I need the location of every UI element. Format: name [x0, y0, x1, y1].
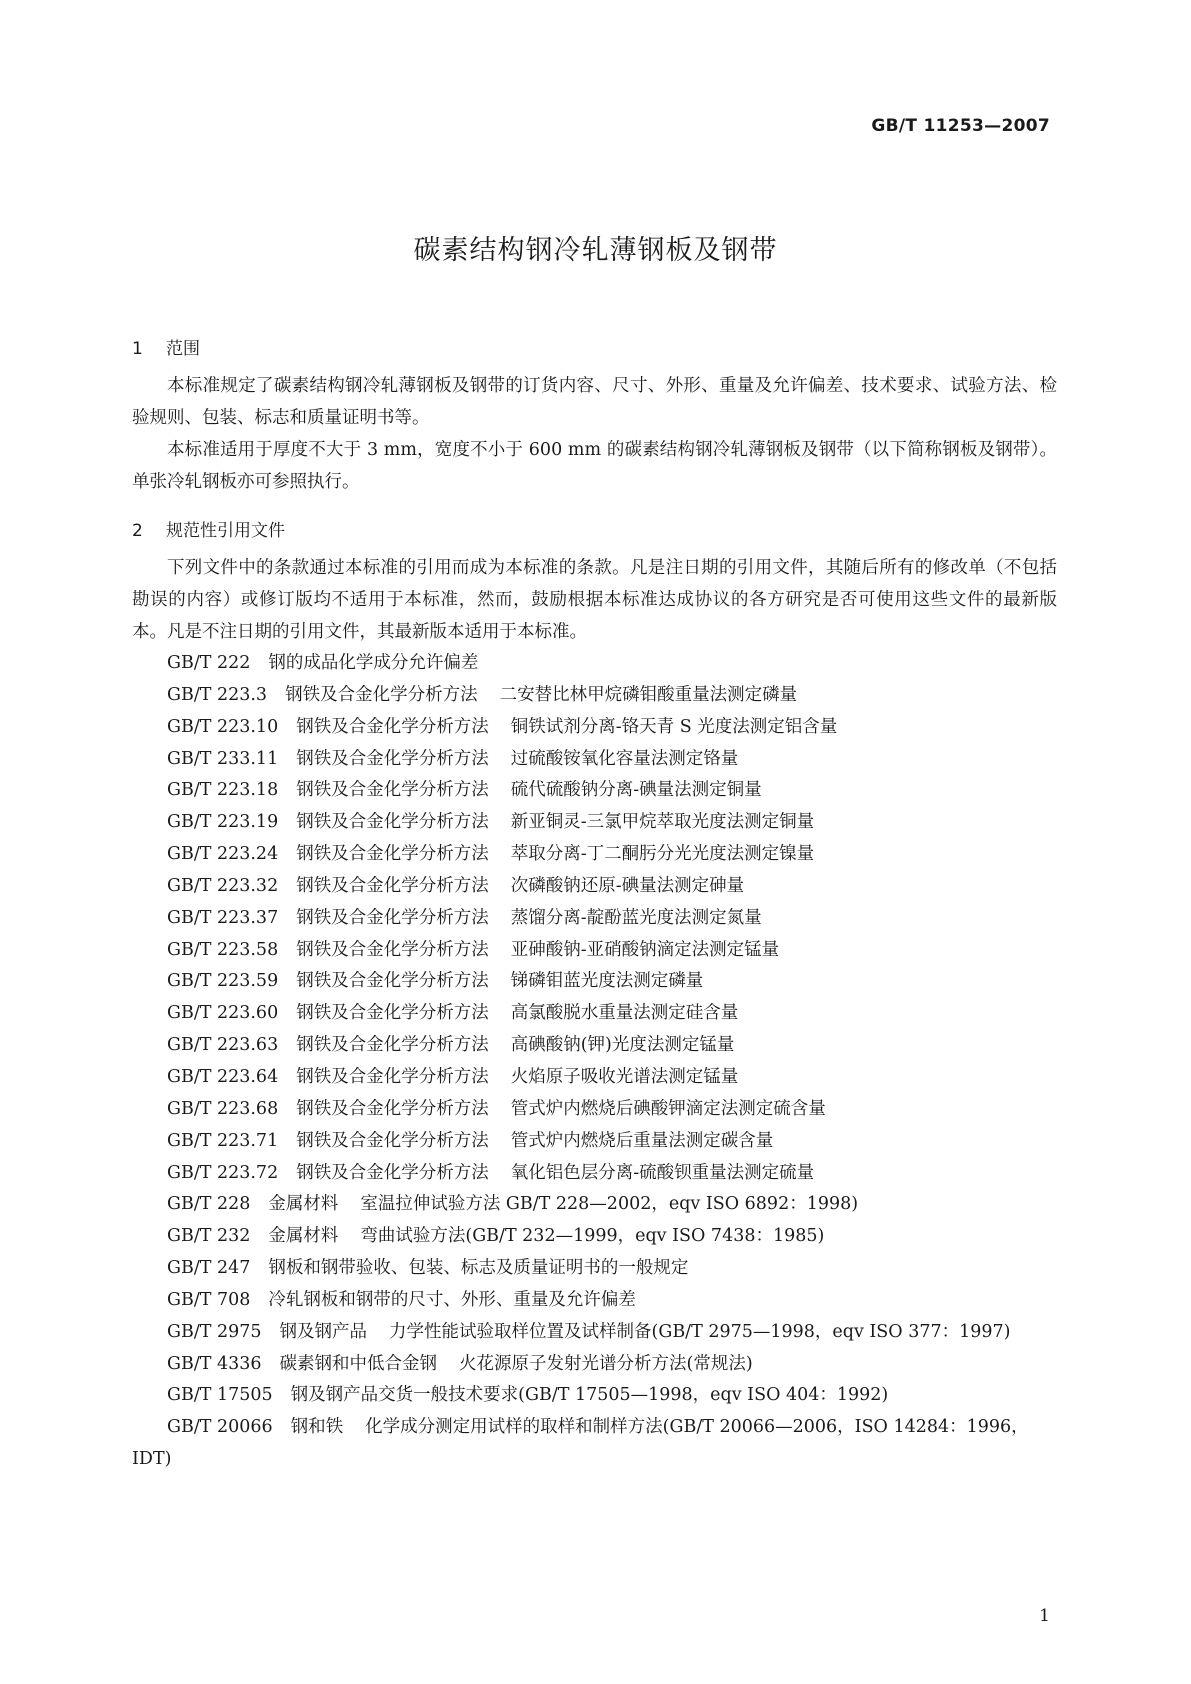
- reference-series-name: 钢铁及合金化学分析方法: [296, 1130, 489, 1151]
- reference-title: 锑磷钼蓝光度法测定磷量: [510, 971, 704, 992]
- reference-code: GB/T 247: [167, 1258, 251, 1279]
- reference-title: 氧化铝色层分离-硫酸钡重量法测定硫量: [510, 1162, 815, 1183]
- reference-series-name: 钢铁及合金化学分析方法: [296, 1066, 489, 1087]
- reference-item: [132, 1126, 1057, 1158]
- reference-code: GB/T 223.68: [167, 1098, 279, 1119]
- reference-item: [132, 1158, 1057, 1190]
- reference-series-name: 钢铁及合金化学分析方法: [296, 875, 489, 896]
- reference-item: [132, 998, 1057, 1030]
- reference-title: 力学性能试验取样位置及试样制备(GB/T 2975—1998，eqv ISO 377：1997): [389, 1321, 1011, 1342]
- reference-code: GB/T 223.71: [167, 1130, 279, 1151]
- reference-code: GB/T 223.10: [167, 716, 279, 737]
- reference-code: GB/T 708: [167, 1289, 251, 1310]
- reference-series-name: 金属材料: [268, 1194, 339, 1215]
- reference-series-name: 钢铁及合金化学分析方法: [296, 1035, 489, 1056]
- reference-series-name: 钢铁及合金化学分析方法: [296, 780, 489, 801]
- reference-item: [132, 775, 1057, 807]
- reference-series-name: 钢铁及合金化学分析方法: [296, 1003, 489, 1024]
- reference-title: 管式炉内燃烧后碘酸钾滴定法测定硫含量: [510, 1098, 826, 1119]
- reference-code: GB/T 223.63: [167, 1035, 279, 1056]
- reference-item: [132, 871, 1057, 903]
- reference-series-name: 钢铁及合金化学分析方法: [296, 748, 489, 769]
- reference-item: [132, 1380, 1057, 1412]
- scope-paragraph: 本标准规定了碳素结构钢冷轧薄钢板及钢带的订货内容、尺寸、外形、重量及允许偏差、技术要求、试验方法、检验规则、包装、标志和质量证明书等。: [132, 376, 1057, 428]
- reference-title: 高氯酸脱水重量法测定硅含量: [510, 1003, 739, 1024]
- reference-code: GB/T 223.3: [167, 684, 268, 705]
- reference-series-name: 钢铁及合金化学分析方法: [296, 939, 489, 960]
- reference-item: [132, 744, 1057, 776]
- reference-series-name: 钢铁及合金化学分析方法: [285, 684, 478, 705]
- reference-list: [132, 648, 1057, 1476]
- reference-series-name: 钢铁及合金化学分析方法: [296, 907, 489, 928]
- reference-series-name: 钢和铁: [290, 1417, 344, 1438]
- standard-number: GB/T 11253—2007: [871, 116, 1050, 136]
- reference-title: 新亚铜灵-三氯甲烷萃取光度法测定铜量: [510, 812, 815, 833]
- reference-title: 室温拉伸试验方法 GB/T 228—2002，eqv ISO 6892：1998): [360, 1194, 859, 1215]
- reference-title: 火焰原子吸收光谱法测定锰量: [510, 1066, 739, 1087]
- reference-title: 火花源原子发射光谱分析方法(常规法): [459, 1353, 753, 1374]
- section-number: 2: [132, 521, 143, 541]
- document-title: 碳素结构钢冷轧薄钢板及钢带: [413, 235, 778, 266]
- reference-item: [132, 1412, 1057, 1476]
- reference-code: GB/T 223.37: [167, 907, 279, 928]
- reference-series-name: 钢及钢产品: [279, 1321, 368, 1342]
- section-title: 范围: [166, 339, 200, 359]
- reference-code: GB/T 223.58: [167, 939, 279, 960]
- scope-paragraph: 本标准适用于厚度不大于 3 mm，宽度不小于 600 mm 的碳素结构钢冷轧薄钢板及钢带（以下简称钢板及钢带）。单张冷轧钢板亦可参照执行。: [132, 440, 1057, 492]
- reference-title: 亚砷酸钠-亚硝酸钠滴定法测定锰量: [510, 939, 780, 960]
- reference-item: [132, 1221, 1057, 1253]
- reference-code: GB/T 223.24: [167, 844, 279, 865]
- reference-series-name: 钢铁及合金化学分析方法: [296, 971, 489, 992]
- reference-title: 硫代硫酸钠分离-碘量法测定铜量: [510, 780, 762, 801]
- reference-code: GB/T 223.32: [167, 875, 279, 896]
- reference-item: [132, 839, 1057, 871]
- reference-code: GB/T 223.59: [167, 971, 279, 992]
- reference-code: GB/T 233.11: [167, 748, 279, 769]
- reference-item: [132, 1189, 1057, 1221]
- section-1-heading: [132, 332, 1057, 366]
- reference-item: [132, 935, 1057, 967]
- reference-item: [132, 1285, 1057, 1317]
- reference-code: GB/T 223.18: [167, 780, 279, 801]
- reference-series-name: 钢铁及合金化学分析方法: [296, 1098, 489, 1119]
- reference-item: [132, 903, 1057, 935]
- reference-code: GB/T 4336: [167, 1353, 262, 1374]
- reference-title: 二安替比林甲烷磷钼酸重量法测定磷量: [499, 684, 798, 705]
- reference-code: GB/T 223.64: [167, 1066, 279, 1087]
- reference-code: GB/T 223.72: [167, 1162, 279, 1183]
- reference-code: GB/T 228: [167, 1194, 251, 1215]
- reference-title: 蒸馏分离-靛酚蓝光度法测定氮量: [510, 907, 762, 928]
- reference-series-name: 金属材料: [268, 1226, 339, 1247]
- reference-code: GB/T 17505: [167, 1385, 273, 1406]
- reference-code: GB/T 2975: [167, 1321, 262, 1342]
- reference-series-name: 钢铁及合金化学分析方法: [296, 844, 489, 865]
- references-intro: 下列文件中的条款通过本标准的引用而成为本标准的条款。凡是注日期的引用文件，其随后所有的修改单（不包括勘误的内容）或修订版均不适用于本标准，然而，鼓励根据本标准达成协议的各方研究是否可使用这些文件的最新版本。凡是不注日期的引用文件，其最新版本适用于本标准。: [132, 558, 1057, 642]
- reference-title: 钢板和钢带验收、包装、标志及质量证明书的一般规定: [268, 1258, 689, 1279]
- reference-item: [132, 1317, 1057, 1349]
- reference-title: 次磷酸钠还原-碘量法测定砷量: [510, 875, 745, 896]
- reference-title: 化学成分测定用试样的取样和制样方法(GB/T 20066—2006，ISO 14284：1996，IDT): [132, 1417, 1029, 1470]
- reference-title: 冷轧钢板和钢带的尺寸、外形、重量及允许偏差: [268, 1289, 636, 1310]
- reference-title: 钢的成品化学成分允许偏差: [268, 653, 479, 673]
- reference-item: [132, 680, 1057, 712]
- reference-item: [132, 1094, 1057, 1126]
- reference-title: 弯曲试验方法(GB/T 232—1999，eqv ISO 7438：1985): [360, 1226, 825, 1247]
- reference-series-name: 碳素钢和中低合金钢: [279, 1353, 438, 1374]
- document-body: [132, 332, 1057, 1476]
- reference-item: [132, 1253, 1057, 1285]
- reference-item: [132, 966, 1057, 998]
- reference-item: [132, 1062, 1057, 1094]
- reference-title: 萃取分离-丁二酮肟分光光度法测定镍量: [510, 844, 815, 865]
- reference-series-name: 钢铁及合金化学分析方法: [296, 1162, 489, 1183]
- reference-item: [132, 1349, 1057, 1381]
- reference-title: 钢及钢产品交货一般技术要求(GB/T 17505—1998，eqv ISO 404：1992): [290, 1385, 889, 1406]
- reference-title: 过硫酸铵氧化容量法测定铬量: [510, 748, 739, 769]
- reference-code: GB/T 20066: [167, 1417, 273, 1438]
- reference-code: GB/T 223.19: [167, 812, 279, 833]
- reference-item: [132, 807, 1057, 839]
- reference-code: GB/T 232: [167, 1226, 251, 1247]
- section-2-heading: [132, 514, 1057, 548]
- reference-code: GB/T 223.60: [167, 1003, 279, 1024]
- reference-item: [132, 1030, 1057, 1062]
- reference-title: 管式炉内燃烧后重量法测定碳含量: [510, 1130, 774, 1151]
- page-number: 1: [1039, 1606, 1050, 1626]
- reference-code: GB/T 222: [167, 653, 251, 673]
- reference-series-name: 钢铁及合金化学分析方法: [296, 716, 489, 737]
- reference-series-name: 钢铁及合金化学分析方法: [296, 812, 489, 833]
- reference-item: [132, 712, 1057, 744]
- section-number: 1: [132, 339, 143, 359]
- reference-title: 高碘酸钠(钾)光度法测定锰量: [510, 1035, 735, 1056]
- reference-title: 铜铁试剂分离-铬天青 S 光度法测定铝含量: [510, 716, 838, 737]
- reference-item: [132, 648, 1057, 680]
- section-title: 规范性引用文件: [166, 521, 285, 541]
